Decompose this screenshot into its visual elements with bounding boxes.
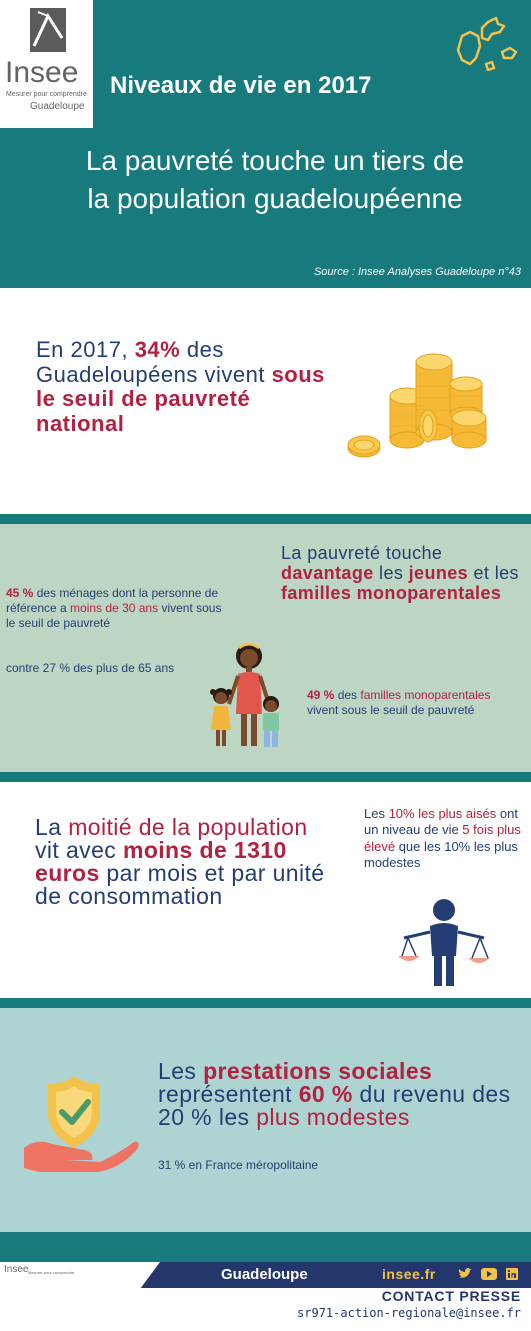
youth-families-section [0,524,531,772]
hand-shield-check-icon [22,1072,140,1176]
balance-scale-icon [398,898,490,988]
section-divider [0,1232,531,1262]
text-fragment: et les [468,562,519,583]
social-benefits-heading [158,1060,518,1129]
insee-logo[interactable] [0,0,93,128]
emphasis: moins de 30 ans [70,601,159,615]
text-fragment: vit avec [35,837,123,863]
text-fragment: des [334,688,361,702]
text-fragment: En 2017, [36,337,135,362]
twitter-icon[interactable] [458,1268,472,1280]
social-benefits-section [0,1008,531,1232]
text-fragment: par mois et par unité de consommation [35,860,325,909]
emphasis: jeunes [408,562,469,583]
median-income-section [0,782,531,998]
emphasis: familles monoparentales [281,582,502,603]
headline-line-2: la population guadeloupéenne [87,182,463,214]
text-fragment: vivent sous le seuil de pauvreté [6,601,222,630]
emphasis: 5 fois plus élevé [364,822,521,854]
logo-tagline: Mesurer pour comprendre [6,91,87,98]
footer-logo-tagline: Mesurer pour comprendre [28,1270,75,1275]
seniors-stat: contre 27 % des plus de 65 ans [6,661,175,675]
section-divider [0,514,531,524]
headline [30,142,520,218]
median-income-heading [35,816,335,908]
guadeloupe-map-icon [452,14,522,76]
text-fragment: que les 10% les plus modestes [364,838,518,870]
poverty-rate-value: 34% [134,337,181,362]
text-fragment: La [35,814,69,840]
source-note: Source : Insee Analyses Guadeloupe n°43 [313,266,521,278]
header-banner [0,0,531,288]
emphasis: prestations sociales [203,1058,433,1084]
metropolitan-comparison: 31 % en France méropolitaine [158,1158,319,1172]
emphasis: moitié de la population [68,814,308,840]
footer-region: Guadeloupe [221,1266,308,1283]
poverty-rate-section [0,288,531,514]
poverty-threshold-label: sous le seuil de pauvreté national [36,361,325,436]
emphasis: davantage [281,562,374,583]
poverty-rate-text [36,338,336,437]
page-title: Niveaux de vie en 2017 [110,72,372,99]
headline-line-1: La pauvreté touche un tiers de [85,145,465,176]
median-income-value: moins de 1310 euros [35,837,287,886]
emphasis: 10% les plus aisés [388,806,497,821]
website-link[interactable]: insee.fr [382,1266,436,1282]
text-fragment: des ménages dont la personne de référence a [6,586,219,615]
footer-bar [0,1262,531,1288]
text-fragment: ont un niveau de vie [364,806,518,838]
press-contact-email[interactable]: sr971-action-regionale@insee.fr [297,1306,521,1320]
linkedin-icon[interactable] [506,1268,518,1280]
inequality-ratio-text [364,806,524,871]
youtube-icon[interactable] [481,1268,497,1280]
section-divider [0,772,531,782]
stat-value: 45 % [6,586,34,600]
section-divider [0,998,531,1008]
young-households-stat [6,586,228,631]
footer-logo[interactable]: Insee [4,1264,29,1275]
text-fragment: Les [364,806,389,821]
family-icon [205,634,285,754]
text-fragment: du revenu des 20 % les [158,1081,511,1130]
text-fragment: les [373,562,409,583]
emphasis: familles monoparentales [360,688,491,702]
coins-icon [346,344,496,460]
social-benefits-value: 60 % [298,1081,353,1107]
social-links [458,1268,518,1283]
emphasis: plus modestes [256,1104,410,1130]
text-fragment: représentent [158,1081,299,1107]
logo-wordmark: Insee [5,56,79,89]
text-fragment: des Guadeloupéens vivent [36,337,272,387]
insee-logo-mark-icon [30,8,66,52]
footer [0,1262,531,1331]
stat-value: 49 % [307,688,335,702]
single-parent-stat [307,688,525,718]
logo-region: Guadeloupe [30,101,85,112]
text-fragment: La pauvreté touche [281,543,443,563]
youth-families-heading [281,544,526,603]
press-contact-title: CONTACT PRESSE [381,1288,521,1304]
text-fragment: Les [158,1058,204,1084]
text-fragment: vivent sous le seuil de pauvreté [307,703,475,717]
